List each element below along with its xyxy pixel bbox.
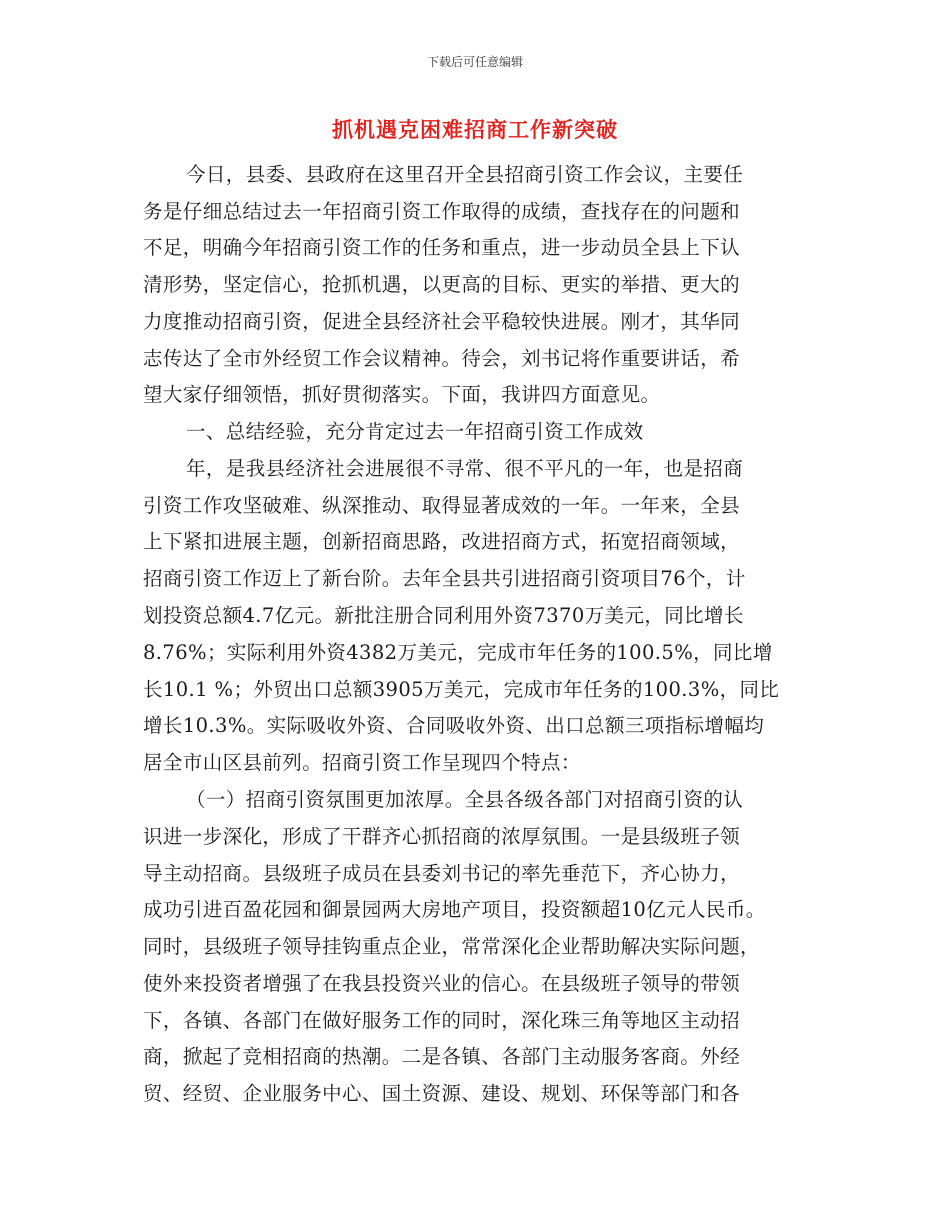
text-line: 同时，县级班子领导挂钩重点企业，常常深化企业帮助解决实际问题， xyxy=(143,935,760,958)
text-line: 长10.1 %；外贸出口总额3905万美元，完成市年任务的100.3%，同比 xyxy=(143,678,780,701)
text-line: 使外来投资者增强了在我县投资兴业的信心。在县级班子领导的带领 xyxy=(143,972,741,995)
text-line: 年，是我县经济社会进展很不寻常、很不平凡的一年，也是招商 xyxy=(186,457,744,480)
text-line: 划投资总额4.7亿元。新批注册合同利用外资7370万美元，同比增长 xyxy=(143,604,744,627)
document-title: 抓机遇克困难招商工作新突破 xyxy=(332,117,618,142)
text-line: 8.76%；实际利用外资4382万美元，完成市年任务的100.5%，同比增 xyxy=(143,641,773,664)
text-line: 望大家仔细领悟，抓好贯彻落实。下面，我讲四方面意见。 xyxy=(143,383,661,406)
text-line: 居全市山区县前列。招商引资工作呈现四个特点： xyxy=(143,751,581,774)
text-line: 下，各镇、各部门在做好服务工作的同时，深化珠三角等地区主动招 xyxy=(143,1009,741,1032)
section-heading: 一、总结经验，充分肯定过去一年招商引资工作成效 xyxy=(186,420,644,443)
text-line: 贸、经贸、企业服务中心、国土资源、建设、规划、环保等部门和各 xyxy=(143,1082,741,1105)
subsection-heading: （一）招商引资氛围更加浓厚。全县各级各部门对招商引资的认 xyxy=(186,788,744,811)
text-line: 招商引资工作迈上了新台阶。去年全县共引进招商引资项目76个，计 xyxy=(143,567,746,590)
text-line: 识进一步深化，形成了干群齐心抓招商的浓厚氛围。一是县级班子领 xyxy=(143,825,741,848)
text-line: 引资工作攻坚破难、纵深推动、取得显著成效的一年。一年来，全县 xyxy=(143,494,741,517)
text-line: 清形势，坚定信心，抢抓机遇，以更高的目标、更实的举措、更大的 xyxy=(143,273,741,296)
text-line: 商，掀起了竞相招商的热潮。二是各镇、各部门主动服务客商。外经 xyxy=(143,1045,741,1068)
text-line: 增长10.3%。实际吸收外资、合同吸收外资、出口总额三项指标增幅均 xyxy=(143,714,765,737)
text-line: 志传达了全市外经贸工作会议精神。待会，刘书记将作重要讲话，希 xyxy=(143,347,741,370)
page-header: 下载后可任意编辑 xyxy=(426,55,523,69)
text-line: 成功引进百盈花园和御景园两大房地产项目，投资额超10亿元人民币。 xyxy=(143,898,766,921)
text-line: 务是仔细总结过去一年招商引资工作取得的成绩，查找存在的问题和 xyxy=(143,200,741,223)
text-line: 不足，明确今年招商引资工作的任务和重点，进一步动员全县上下认 xyxy=(143,236,741,259)
text-line: 今日，县委、县政府在这里召开全县招商引资工作会议，主要任 xyxy=(186,163,744,186)
text-line: 上下紧扣进展主题，创新招商思路，改进招商方式，拓宽招商领域， xyxy=(143,530,741,553)
text-line: 力度推动招商引资，促进全县经济社会平稳较快进展。刚才，其华同 xyxy=(143,310,741,333)
text-line: 导主动招商。县级班子成员在县委刘书记的率先垂范下，齐心协力， xyxy=(143,862,741,885)
